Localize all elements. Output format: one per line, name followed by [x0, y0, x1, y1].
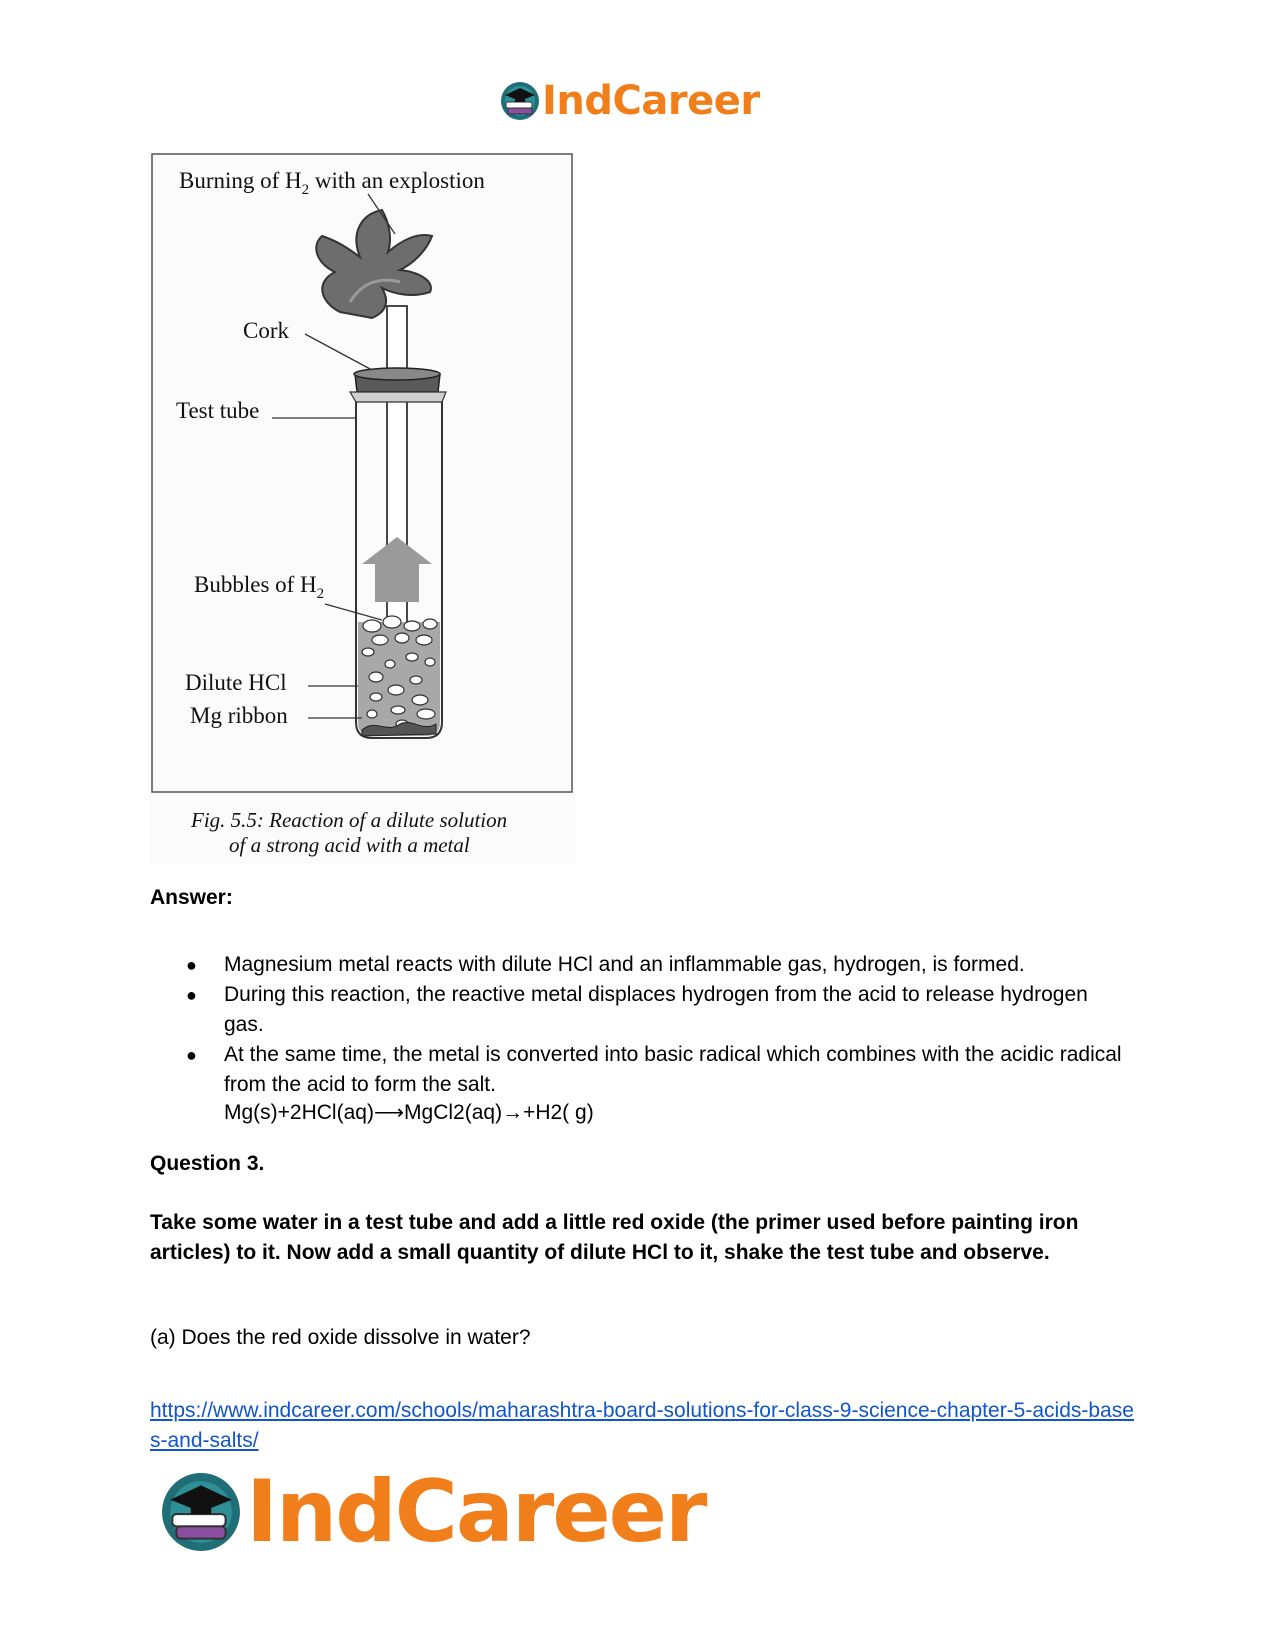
source-link[interactable]: https://www.indcareer.com/schools/maharashtra-board-solutions-for-class-9-science-chapter-5-acids-bases-and-salts/ — [150, 1399, 1134, 1452]
brand-name: IndCareer — [246, 1462, 706, 1562]
figure-caption-line2: of a strong acid with a metal — [229, 833, 470, 857]
reaction-equation: Mg(s)+2HCl(aq)⟶MgCl2(aq)→+H2( g) — [224, 1101, 594, 1124]
label-mg-ribbon: Mg ribbon — [190, 703, 288, 728]
answer-list — [150, 950, 1130, 1100]
label-dilute-hcl: Dilute HCl — [185, 670, 287, 695]
graduation-cap-books-globe-icon — [500, 81, 540, 121]
question-text: Take some water in a test tube and add a little red oxide (the primer used before painting iron articles) to it. Now add a small quantity of dilute HCl to it, shake the test tube and observe. — [150, 1211, 1079, 1264]
bullet-icon: ● — [186, 955, 197, 975]
figure-caption-line1: Fig. 5.5: Reaction of a dilute solution — [191, 808, 508, 832]
list-item: ● During this reaction, the reactive metal displaces hydrogen from the acid to release hydrogen gas. — [150, 980, 1130, 1040]
bullet-icon: ● — [186, 1045, 197, 1065]
bullet-icon: ● — [186, 985, 197, 1005]
label-cork: Cork — [243, 318, 289, 343]
question-part-a: (a) Does the red oxide dissolve in water? — [150, 1326, 531, 1349]
list-item: ● At the same time, the metal is converted into basic radical which combines with the acidic radical from the acid to form the salt. — [150, 1040, 1130, 1100]
graduation-cap-books-globe-icon — [160, 1471, 242, 1553]
label-test-tube: Test tube — [176, 398, 260, 423]
answer-heading: Answer: — [150, 886, 233, 909]
header-logo — [500, 78, 760, 124]
question-heading: Question 3. — [150, 1152, 265, 1175]
label-bubbles: Bubbles of $H_2$ — [194, 572, 325, 602]
list-item: ● Magnesium metal reacts with dilute HCl and an inflammable gas, hydrogen, is formed. — [150, 950, 1130, 980]
test-tube-figure — [150, 152, 575, 864]
footer-logo — [160, 1462, 705, 1562]
brand-name: IndCareer — [542, 78, 760, 124]
label-burning: Burning of $H_2$ with an explostion — [179, 168, 485, 198]
